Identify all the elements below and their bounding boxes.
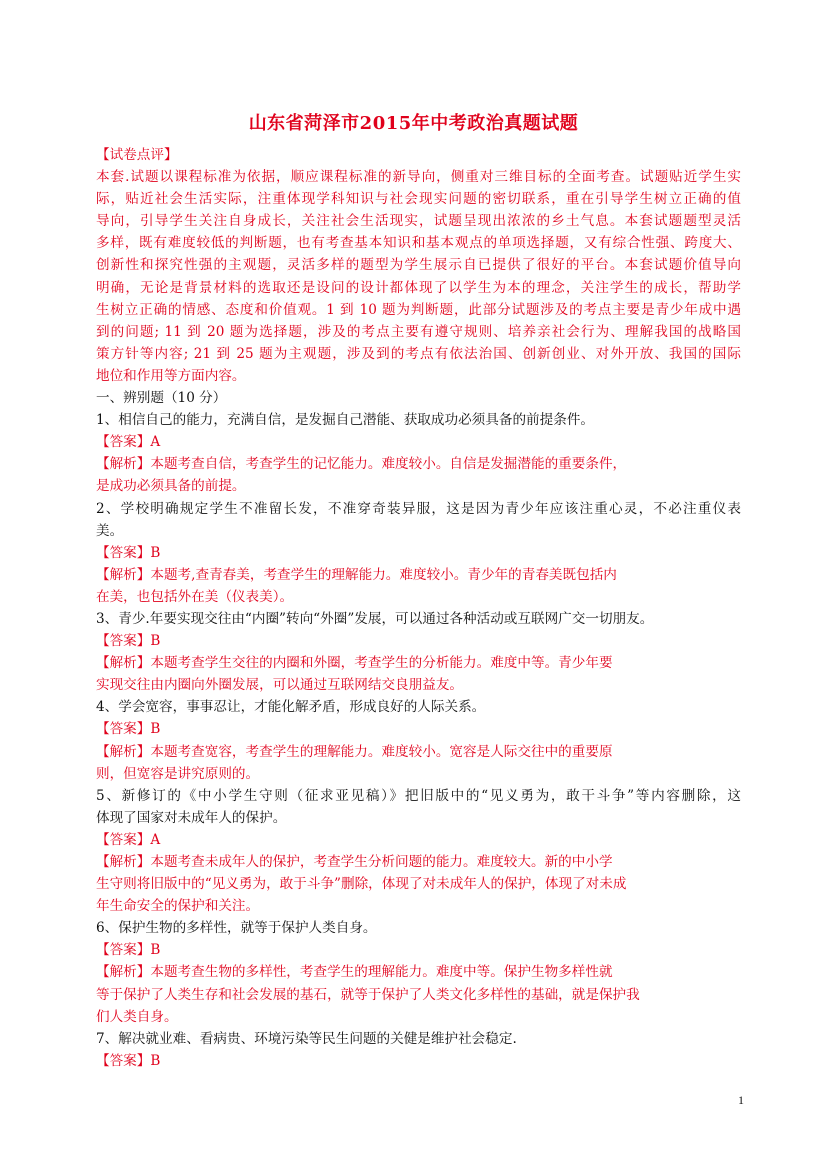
text-line: 们人类自身。 [96,1008,178,1025]
text-line: 4、学会宽容，事事忍让，才能化解矛盾，形成良好的人际关系。 [96,699,486,716]
text-line: 年生命安全的保护和关注。 [96,898,260,915]
text-line: 【解析】本题考查自信，考查学生的记忆能力。难度较小。自信是发掘潜能的重要条件， [96,456,627,473]
text-line: 则，但宽容是讲究原则的。 [96,765,260,782]
text-line: 【解析】本题考,查青春美，考查学生的理解能力。难度较小。青少年的青春美既包括内 [96,566,617,583]
text-line: 多样，既有难度较低的判断题，也有考查基本知识和基本观点的单项选择题，又有综合性强、跨度大、 [96,235,741,252]
text-line: 【答案】B [96,942,161,959]
text-line: 等于保护了人类生存和社会发展的基石，就等于保护了人类文化多样性的基础，就是保护我 [96,986,640,1003]
text-line: 【答案】A [96,831,161,848]
text-line: 3、青少.年要实现交往由“内圈”转向“外圈”发展，可以通过各种活动或互联网广交一切朋友。 [96,610,654,627]
text-line: 是成功必须具备的前提。 [96,478,246,495]
page-number: 1 [738,1093,744,1107]
text-line: 策方针等内容; 21 到 25 题为主观题，涉及到的考点有依法治国、创新创业、对外开放、我国的国际 [96,345,741,362]
text-line: 实现交往由内圈向外圈发展，可以通过互联网结交良朋益友。 [96,677,464,694]
text-line: 【试卷点评】 [96,147,178,163]
text-line: 【解析】本题考查学生交往的内圈和外圈，考查学生的分析能力。难度中等。青少年要 [96,655,613,672]
text-line: 【解析】本题考查生物的多样性，考查学生的理解能力。难度中等。保护生物多样性就 [96,964,613,981]
text-line: 6、保护生物的多样性，就等于保护人类自身。 [96,920,377,937]
text-line: 7、解决就业难、看病贵、环境污染等民生问题的关健是维护社会稳定. [96,1030,517,1047]
text-line: 1、相信自己的能力，充满自信，是发掘自己潜能、获取成功必须具备的前提条件。 [96,412,595,429]
text-line: 【答案】B [96,544,161,561]
text-line: 【解析】本题考查宽容，考查学生的理解能力。难度较小。宽容是人际交往中的重要原 [96,743,613,760]
document-title: 山东省菏泽市2015年中考政治真题试题 [248,113,579,134]
text-line: 际，贴近社会生活实际，注重体现学科知识与社会现实问题的密切联系，重在引导学生树立正确的值 [96,191,741,208]
text-line: 地位和作用等方面内容。 [96,367,246,384]
text-line: 【答案】B [96,721,161,738]
document-body [96,144,741,1072]
text-line: 【答案】B [96,1052,161,1069]
text-line: 明确，无论是背景材料的选取还是设问的设计都体现了以学生为本的理念，关注学生的成长，帮助学 [96,279,741,296]
text-line: 【答案】A [96,434,161,451]
text-line: 2、学校明确规定学生不准留长发，不准穿奇装异服，这是因为青少年应该注重心灵，不必注重仪表 [96,500,741,517]
text-line: 在美，也包括外在美（仪表美）。 [96,588,294,605]
text-line: 一、辨别题（10 分） [96,390,227,407]
text-line: 生守则将旧版中的“见义勇为，敢于斗争”删除，体现了对未成年人的保护，体现了对未成 [96,876,627,893]
text-line: 【解析】本题考查未成年人的保护，考查学生分析问题的能力。难度较大。新的中小学 [96,854,613,870]
text-line: 导向，引导学生关注自身成长，关注社会生活现实，试题呈现出浓浓的乡土气息。本套试题题型灵活 [96,213,741,230]
text-line: 创新性和探究性强的主观题，灵活多样的题型为学生展示自已提供了很好的平台。本套试题价值导向 [96,257,741,274]
text-line: 到的问题; 11 到 20 题为选择题，涉及的考点主要有遵守规则、培养亲社会行为、理解我国的战略国 [96,323,741,340]
text-line: 体现了国家对未成年人的保护。 [96,809,287,826]
text-line: 【答案】B [96,633,161,650]
text-line: 5、新修订的《中小学生守则（征求亚见稿）》把旧版中的“见义勇为，敢干斗争”等内容删除，这 [96,787,741,804]
text-line: 本套.试题以课程标准为依据，顺应课程标准的新导向，侧重对三维目标的全面考查。试题贴近学生实 [96,169,741,186]
text-line: 生树立正确的情感、态度和价值观。1 到 10 题为判断题，此部分试题涉及的考点主要是青少年成中遇 [96,301,741,318]
text-line: 美。 [96,522,124,539]
